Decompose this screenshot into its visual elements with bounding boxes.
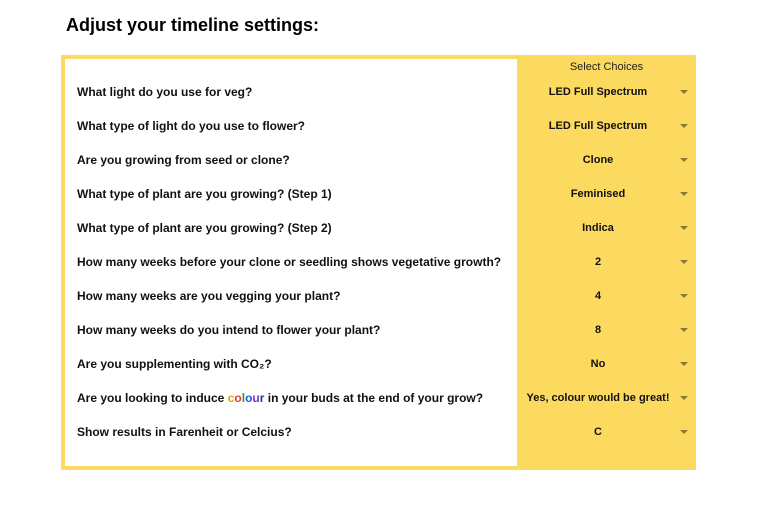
colour-letter: o — [234, 391, 242, 405]
setting-row — [61, 279, 696, 313]
chevron-down-icon — [680, 124, 688, 128]
selected-value: 2 — [594, 256, 602, 268]
question-label: How many weeks are you vegging your plant? — [77, 289, 341, 303]
selected-value: Indica — [582, 222, 614, 234]
question-label: Are you supplementing with CO₂? — [77, 357, 272, 371]
chevron-down-icon — [680, 226, 688, 230]
selected-value: LED Full Spectrum — [548, 86, 648, 98]
plant-type-step1-select[interactable] — [517, 177, 696, 211]
chevron-down-icon — [680, 260, 688, 264]
setting-row — [61, 415, 696, 449]
question-label — [77, 381, 483, 415]
question-label: What type of plant are you growing? (Step 2) — [77, 221, 332, 235]
veg-light-select[interactable] — [517, 75, 696, 109]
selected-value: Feminised — [570, 188, 626, 200]
setting-row — [61, 143, 696, 177]
settings-panel — [61, 55, 696, 470]
weeks-flower-select[interactable] — [517, 313, 696, 347]
setting-row — [61, 211, 696, 245]
question-text: Are you looking to induce — [77, 391, 228, 405]
chevron-down-icon — [680, 192, 688, 196]
question-label: How many weeks do you intend to flower your plant? — [77, 323, 381, 337]
chevron-down-icon — [680, 430, 688, 434]
chevron-down-icon — [680, 158, 688, 162]
page-title: Adjust your timeline settings: — [66, 15, 320, 35]
colour-letter: c — [227, 391, 235, 405]
chevron-down-icon — [680, 328, 688, 332]
setting-row — [61, 313, 696, 347]
setting-row — [61, 177, 696, 211]
setting-row — [61, 75, 696, 109]
question-label: Show results in Farenheit or Celcius? — [77, 425, 292, 439]
setting-row — [61, 381, 696, 415]
chevron-down-icon — [680, 362, 688, 366]
selected-value: 8 — [594, 324, 602, 336]
question-text: in your buds at the end of your grow? — [264, 391, 484, 405]
selected-value: Yes, colour would be great! — [526, 392, 670, 404]
colour-letter: o — [245, 391, 253, 405]
setting-row — [61, 109, 696, 143]
colour-letter: l — [241, 391, 246, 405]
selected-value: No — [590, 358, 606, 370]
question-label: Are you growing from seed or clone? — [77, 153, 290, 167]
question-label: What light do you use for veg? — [77, 85, 253, 99]
colour-letter: r — [259, 391, 265, 405]
setting-row — [61, 347, 696, 381]
question-label: How many weeks before your clone or seedling shows vegetative growth? — [77, 255, 502, 269]
selected-value: C — [594, 426, 602, 438]
selected-value: 4 — [594, 290, 602, 302]
chevron-down-icon — [680, 90, 688, 94]
weeks-before-growth-select[interactable] — [517, 245, 696, 279]
chevron-down-icon — [680, 294, 688, 298]
colour-letter: u — [252, 391, 260, 405]
temperature-unit-select[interactable] — [517, 415, 696, 449]
plant-type-step2-select[interactable] — [517, 211, 696, 245]
induce-colour-select[interactable] — [517, 381, 696, 415]
question-label: What type of light do you use to flower? — [77, 119, 305, 133]
question-label: What type of plant are you growing? (Step 1) — [77, 187, 332, 201]
co2-select[interactable] — [517, 347, 696, 381]
selected-value: Clone — [582, 154, 614, 166]
chevron-down-icon — [680, 396, 688, 400]
choices-header: Select Choices — [569, 61, 644, 73]
weeks-vegging-select[interactable] — [517, 279, 696, 313]
setting-row — [61, 245, 696, 279]
seed-or-clone-select[interactable] — [517, 143, 696, 177]
flower-light-select[interactable] — [517, 109, 696, 143]
selected-value: LED Full Spectrum — [548, 120, 648, 132]
